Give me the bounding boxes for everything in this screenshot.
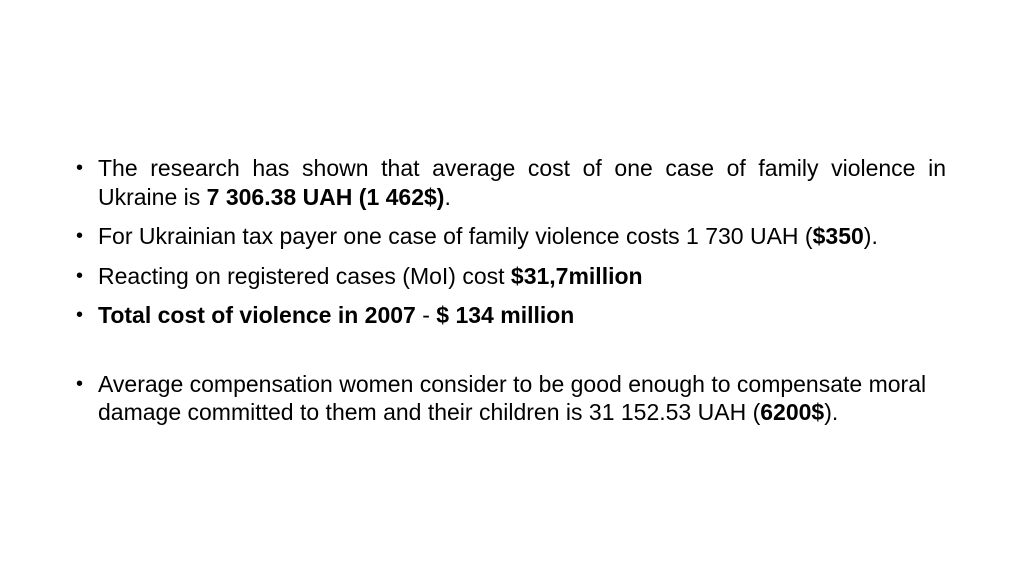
bullet-text xyxy=(98,302,574,328)
bold-amount: 7 306.38 UAH (1 462$) xyxy=(206,183,445,210)
text-run: ). xyxy=(824,399,839,425)
text-run: The research has shown that average cost of one case of family violence in Ukraine is xyxy=(98,155,946,210)
bold-label: Total cost of violence in 2007 xyxy=(98,302,416,328)
bold-amount: 6200$ xyxy=(760,399,825,425)
text-run: Average compensation women consider to be good enough to compensate moral damage committed to them and their children is 31 152.53 UAH ( xyxy=(98,370,927,425)
bold-amount: $350 xyxy=(812,223,864,249)
text-run: For Ukrainian tax payer one case of family violence costs 1 730 UAH ( xyxy=(98,223,813,249)
bold-amount: $31,7million xyxy=(510,262,643,289)
bullet-marker: • xyxy=(76,304,84,326)
bullet-text xyxy=(98,223,878,249)
bullet-text xyxy=(98,263,643,289)
bullet-marker: • xyxy=(76,225,84,247)
bullet-average-cost xyxy=(76,154,946,211)
bullet-marker: • xyxy=(76,264,84,287)
bold-amount: $ 134 million xyxy=(436,302,575,328)
text-run: - xyxy=(415,302,437,328)
bullet-marker: • xyxy=(76,372,84,395)
bullet-list xyxy=(76,154,946,438)
bullet-registered-cases-cost xyxy=(76,262,946,291)
text-run: . xyxy=(444,183,451,210)
bullet-marker: • xyxy=(76,157,84,179)
text-run: ). xyxy=(863,223,878,249)
bullet-tax-payer-cost xyxy=(76,222,946,251)
text-run: Reacting on registered cases (MoI) cost xyxy=(98,262,511,289)
bullet-average-compensation xyxy=(76,370,946,427)
bullet-total-cost-2007 xyxy=(76,301,946,330)
bullet-text xyxy=(98,371,926,426)
bullet-text xyxy=(98,155,946,210)
